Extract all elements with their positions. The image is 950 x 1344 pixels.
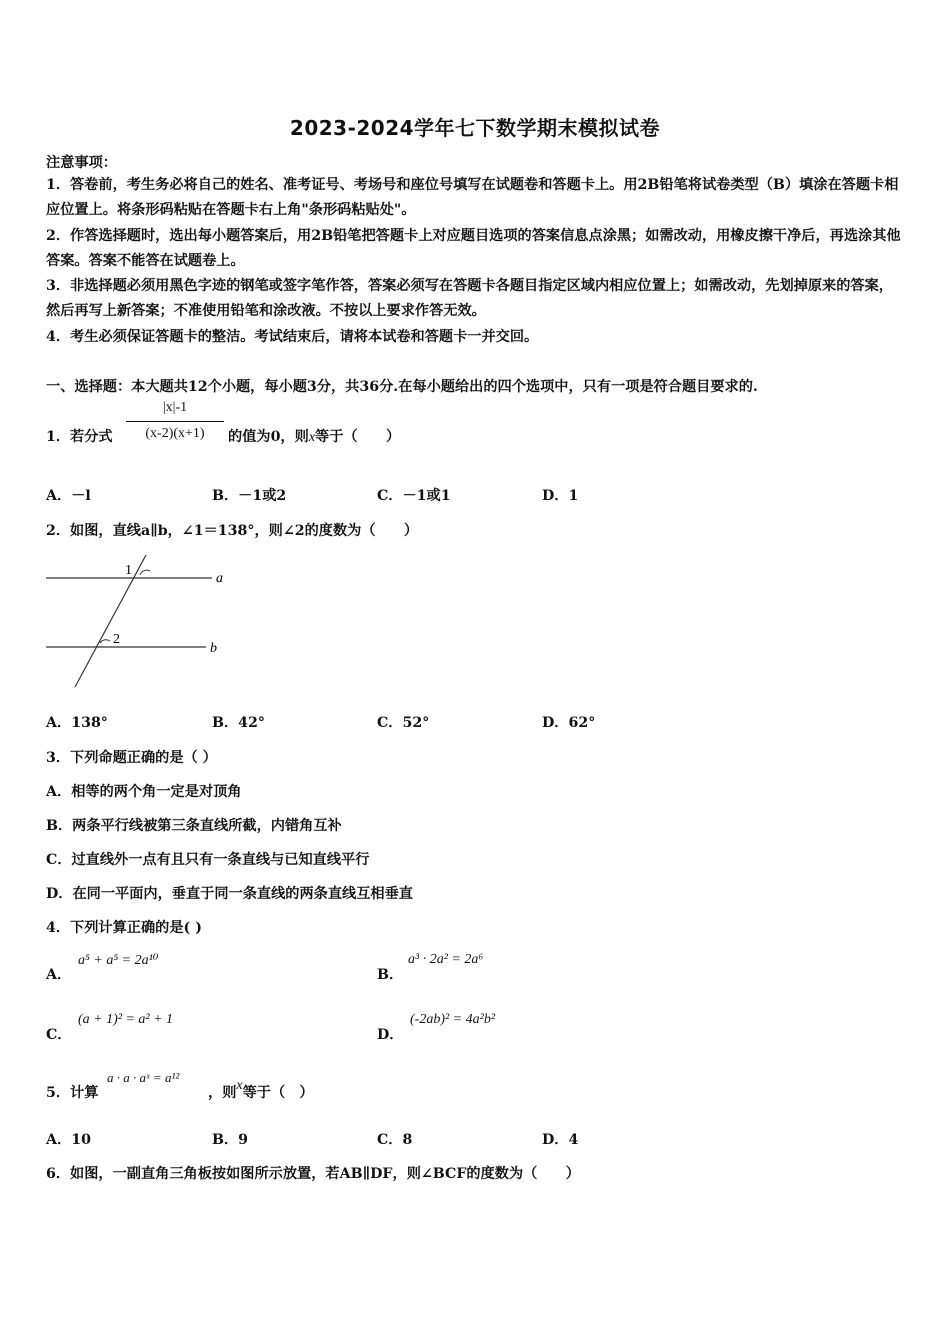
question-6: 6．如图，一副直角三角板按如图所示放置，若AB∥DF，则∠BCF的度数为（ ） — [46, 1166, 580, 1182]
q5-option-a: A．10 — [46, 1132, 91, 1148]
q2-figure — [40, 555, 240, 695]
question-5-suffix — [208, 1078, 314, 1102]
notice-item-2: 2．作答选择题时，选出每小题答案后，用2B铅笔把答题卡上对应题目选项的答案信息点涂黑；如需改动，用橡皮擦干净后，再选涂其他答案。答案不能答在试题卷上。 — [46, 228, 901, 269]
q1-suffix: 的值为0，则 — [228, 429, 309, 445]
q3-option-c: C．过直线外一点有且只有一条直线与已知直线平行 — [46, 852, 370, 868]
question-4: 4．下列计算正确的是( ) — [46, 920, 202, 936]
label-b: b — [210, 641, 217, 656]
q5-expr: a · a · aˣ = a¹² — [107, 1070, 180, 1085]
notice-item-1: 1．答卷前，考生务必将自己的姓名、准考证号、考场号和座位号填写在试题卷和答题卡上。用2B铅笔将试卷类型（B）填涂在答题卡相应位置上。将条形码粘贴在答题卡右上角"条形码粘贴处"。 — [46, 177, 899, 218]
q2-option-c: C．52° — [377, 715, 430, 731]
q1-option-b: B．－1或2 — [212, 488, 287, 504]
q5-option-d: D．4 — [542, 1132, 579, 1148]
q5-option-b: B．9 — [212, 1132, 249, 1148]
q5-suffix: 等于（ ） — [242, 1085, 314, 1101]
q3-option-a: A．相等的两个角一定是对顶角 — [46, 784, 242, 800]
q1-var: x — [308, 430, 316, 445]
q2-option-b: B．42° — [212, 715, 266, 731]
q5-var: x — [236, 1078, 243, 1093]
q5-prefix: 5．计算 — [46, 1085, 99, 1101]
q4-expr-d: (-2ab)² = 4a²b² — [410, 1012, 496, 1027]
q4-label-d: D． — [377, 1027, 404, 1043]
q1-numerator: |x|-1 — [162, 400, 188, 415]
label-a: a — [216, 571, 223, 586]
q1-prefix: 1．若分式 — [46, 429, 113, 445]
q4-label-a: A． — [46, 967, 72, 983]
q1-option-d: D．1 — [542, 488, 579, 504]
question-1-suffix — [228, 426, 400, 446]
q5-option-c: C．8 — [377, 1132, 413, 1148]
q1-option-a: A．－l — [46, 488, 91, 504]
q1-suffix2: 等于（ ） — [315, 429, 401, 445]
angle-1-arc — [140, 570, 150, 575]
q4-expr-b: a³ · 2a² = 2a⁶ — [408, 952, 484, 967]
question-2: 2．如图，直线a∥b，∠1＝138°，则∠2的度数为（ ） — [46, 523, 419, 539]
question-1 — [46, 426, 113, 446]
q4-expr-c: (a + 1)² = a² + 1 — [78, 1012, 174, 1027]
q3-option-b: B．两条平行线被第三条直线所截，内错角互补 — [46, 818, 342, 834]
question-3: 3．下列命题正确的是（ ） — [46, 750, 217, 766]
angle-1-label: 1 — [125, 563, 132, 578]
q2-option-a: A．138° — [46, 715, 108, 731]
q3-option-d: D．在同一平面内，垂直于同一条直线的两条直线互相垂直 — [46, 886, 413, 902]
q2-option-d: D．62° — [542, 715, 596, 731]
q1-fraction — [126, 398, 224, 450]
q4-label-b: B． — [377, 967, 404, 983]
notice-heading: 注意事项： — [46, 155, 117, 171]
question-5 — [46, 1082, 98, 1102]
notice-item-4: 4．考生必须保证答题卡的整洁。考试结束后，请将本试卷和答题卡一并交回。 — [46, 329, 539, 345]
q5-middle: ，则 — [208, 1085, 237, 1101]
fraction-bar — [126, 421, 224, 422]
q4-label-c: C． — [46, 1027, 72, 1043]
angle-2-arc — [100, 640, 110, 643]
page-title: 2023-2024学年七下数学期末模拟试卷 — [289, 116, 661, 140]
q1-denominator: (x-2)(x+1) — [145, 426, 205, 441]
transversal-line — [75, 555, 146, 687]
section-heading: 一、选择题：本大题共12个小题，每小题3分，共36分.在每小题给出的四个选项中，只有一项是符合题目要求的. — [46, 379, 758, 395]
q1-option-c: C．－1或1 — [377, 488, 451, 504]
notice-item-3: 3．非选择题必须用黑色字迹的钢笔或签字笔作答，答案必须写在答题卡各题目指定区域内相应位置上；如需改动，先划掉原来的答案，然后再写上新答案；不准使用铅笔和涂改液。不按以上要求作答无效。 — [46, 278, 893, 319]
angle-2-label: 2 — [113, 632, 120, 647]
q4-expr-a: a⁵ + a⁵ = 2a¹⁰ — [78, 953, 159, 968]
